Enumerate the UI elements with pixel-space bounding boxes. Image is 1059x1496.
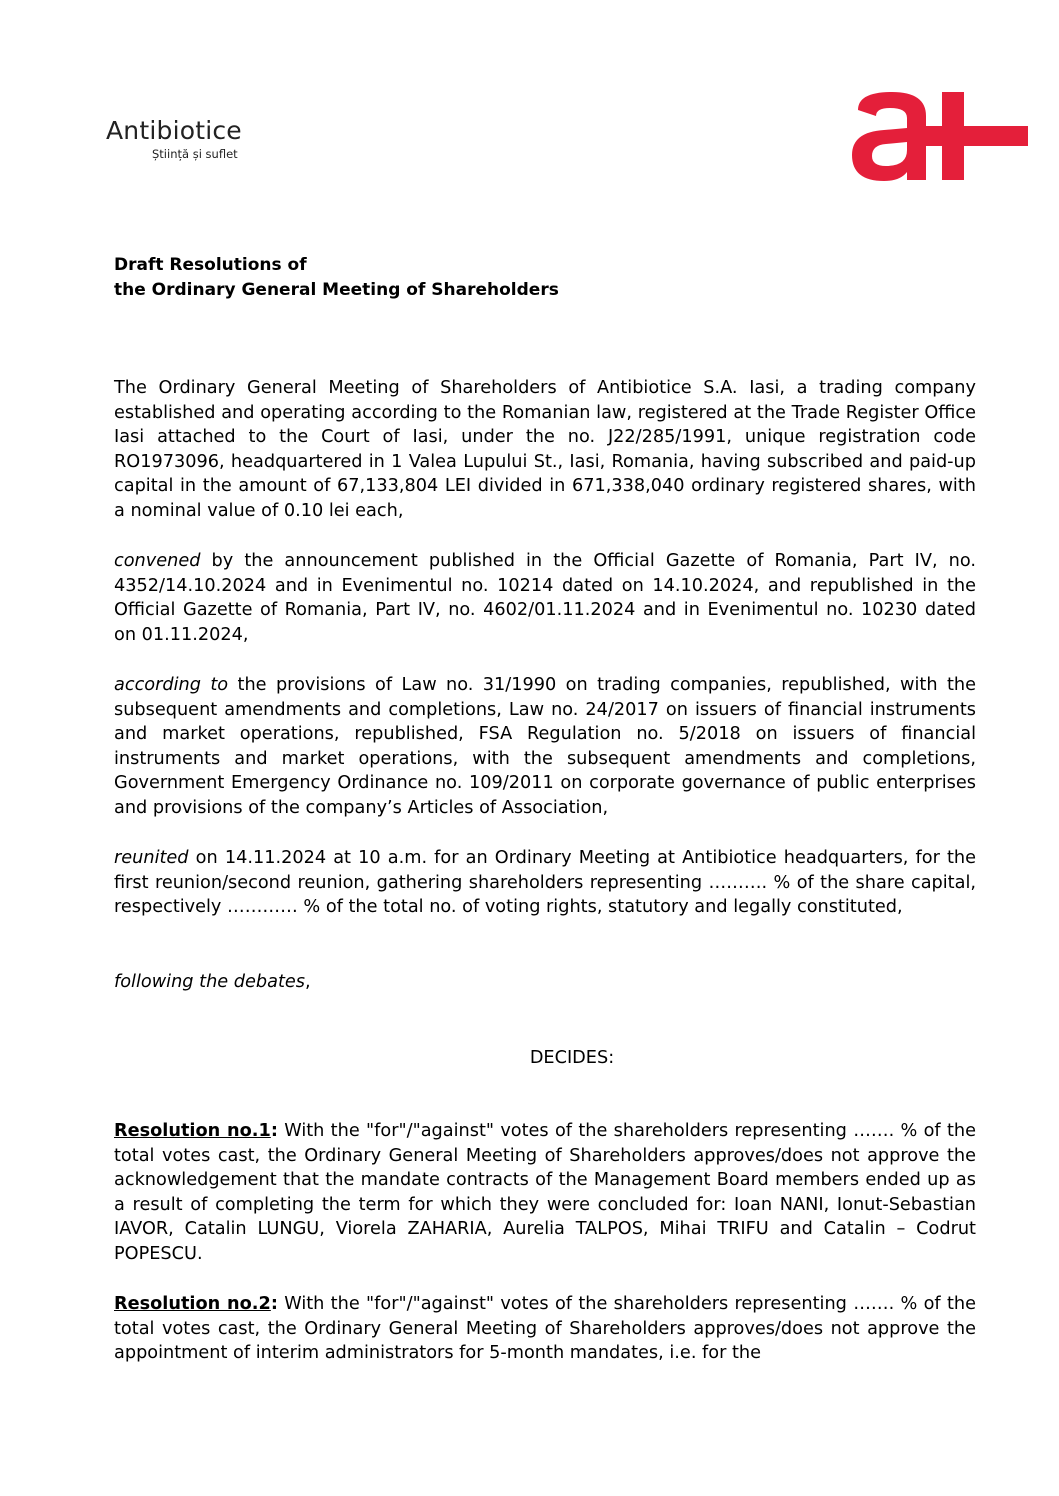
according-paragraph (114, 673, 976, 821)
resolution-2-label: Resolution no.2 (114, 1294, 271, 1314)
logo-name: Antibiotice (106, 116, 242, 145)
following-tail: , (305, 972, 311, 992)
resolution-1-label: Resolution no.1 (114, 1121, 271, 1141)
resolution-2 (114, 1292, 976, 1366)
convened-lead: convened (114, 551, 201, 571)
logo-tagline: Știință și suflet (152, 147, 238, 161)
reunited-text: on 14.11.2024 at 10 a.m. for an Ordinary Meeting at Antibiotice headquarters, for the first reunion/second reunion, gathering shareholders representing ………. % of the share capital, respectively ………… % of the total no. of voting rights, statutory and legally constituted, (114, 848, 976, 918)
decides-text: DECIDES: (529, 1048, 615, 1068)
company-logo-wordmark (106, 117, 242, 161)
resolution-1 (114, 1119, 976, 1267)
following-paragraph (114, 970, 976, 995)
document-title (114, 253, 559, 302)
title-line-2: the Ordinary General Meeting of Shareholders (114, 279, 559, 300)
according-text: the provisions of Law no. 31/1990 on trading companies, republished, with the subsequent amendments and completions, Law no. 24/2017 on issuers of financial instruments and market operations, republished, FSA Regulation no. 5/2018 on issuers of financial instruments and market operations, with the subsequent amendments and completions, Government Emergency Ordinance no. 109/2011 on corporate governance of public enterprises and provisions of the company’s Articles of Association, (114, 675, 976, 818)
title-line-1: Draft Resolutions of (114, 255, 307, 275)
resolution-1-text: With the "for"/"against" votes of the shareholders representing ……. % of the total votes cast, the Ordinary General Meeting of Shareholders approves/does not approve the acknowledgement that the mandate contracts of the Management Board members ended up as a result of completing the term for which they were concluded for: Ioan NANI, Ionut-Sebastian IAVOR, Catalin LUNGU, Viorela ZAHARIA, Aurelia TALPOS, Mihai TRIFU and Catalin – Codrut POPESCU. (114, 1121, 976, 1264)
following-text: following the debates (114, 972, 305, 992)
a-plus-logo-icon (850, 90, 1030, 182)
reunited-paragraph (114, 846, 976, 920)
resolution-1-colon: : (270, 1121, 278, 1141)
resolution-2-colon: : (270, 1294, 278, 1314)
according-lead: according to (114, 675, 229, 695)
reunited-lead: reunited (114, 848, 189, 868)
convened-text: by the announcement published in the Official Gazette of Romania, Part IV, no. 4352/14.10.2024 and in Evenimentul no. 10214 dated on 14.10.2024, and republished in the Official Gazette of Romania, Part IV, no. 4602/01.11.2024 and in Evenimentul no. 10230 dated on 01.11.2024, (114, 551, 976, 645)
decides-heading (0, 1046, 1059, 1071)
resolution-2-text: With the "for"/"against" votes of the shareholders representing ……. % of the total votes cast, the Ordinary General Meeting of Shareholders approves/does not approve the appointment of interim administrators for 5-month mandates, i.e. for the (114, 1294, 976, 1364)
convened-paragraph (114, 549, 976, 647)
intro-paragraph: The Ordinary General Meeting of Shareholders of Antibiotice S.A. Iasi, a trading company established and operating according to the Romanian law, registered at the Trade Register Office Iasi attached to the Court of Iasi, under the no. J22/285/1991, unique registration code RO1973096, headquartered in 1 Valea Lupului St., Iasi, Romania, having subscribed and paid-up capital in the amount of 67,133,804 LEI divided in 671,338,040 ordinary registered shares, with a nominal value of 0.10 lei each, (114, 378, 976, 521)
